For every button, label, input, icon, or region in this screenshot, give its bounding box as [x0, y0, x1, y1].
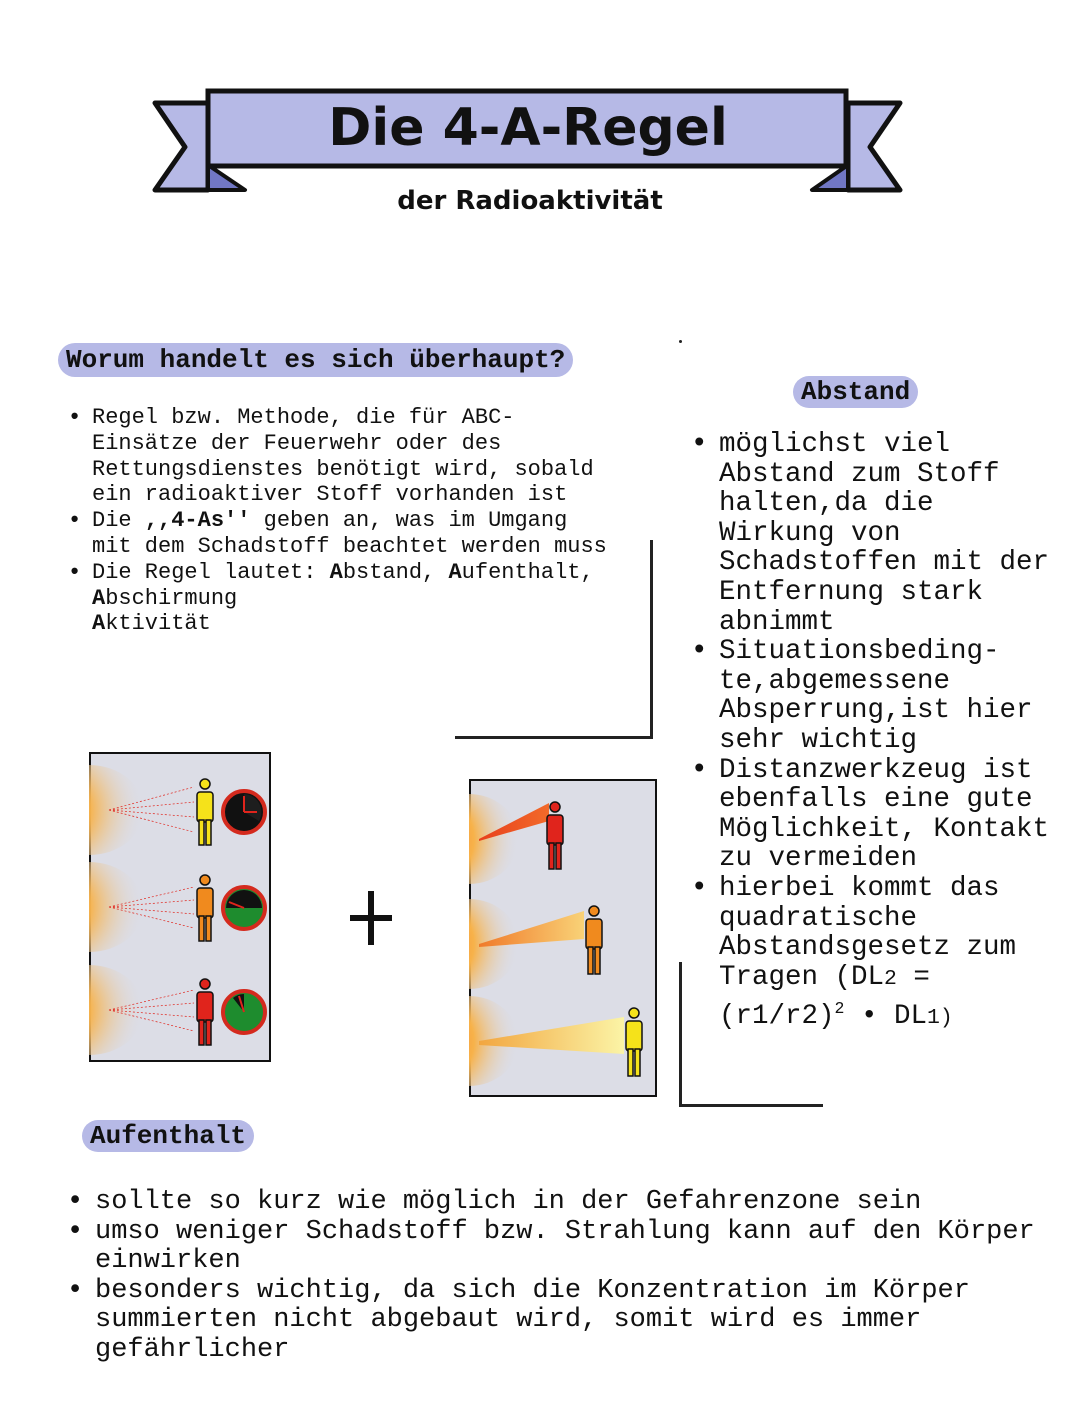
- illustration-distance-panel: [469, 779, 657, 1097]
- list-item: • umso weniger Schadstoff bzw. Strahlung kann auf den Körper einwirken: [95, 1218, 1065, 1277]
- list-item: • Distanzwerkzeug ist ebenfalls eine gute Möglichkeit, Kontakt zu vermeiden: [719, 756, 1059, 874]
- list-item: • besonders wichtig, da sich die Konzentration im Körper summierten nicht abgebaut wird, somit wird es immer gefährlicher: [95, 1277, 1065, 1366]
- list-item: • Die ,,4-As'' geben an, was im Umgang mit dem Schadstoff beachtet werden muss: [92, 508, 612, 560]
- heading-abstand: Abstand: [793, 376, 918, 408]
- list-item: • sollte so kurz wie möglich in der Gefahrenzone sein: [95, 1188, 1065, 1218]
- aufenthalt-list: [95, 1188, 1065, 1366]
- stray-dot: [679, 340, 682, 343]
- heading-worum: Worum handelt es sich überhaupt?: [58, 343, 573, 377]
- page-title: Die 4-A-Regel: [328, 98, 728, 158]
- list-item: • hierbei kommt das quadratische Abstandsgesetz zum Tragen ($DL2 = (r1/r2)^2$ • DL1): [719, 874, 1059, 1034]
- list-item: • Regel bzw. Methode, die für ABC-Einsätze der Feuerwehr oder des Rettungsdienstes benötigt wird, sobald ein radioaktiver Stoff vorhanden ist: [92, 405, 612, 508]
- divider-horizontal-2: [679, 1104, 823, 1107]
- divider-horizontal-1: [455, 736, 653, 739]
- list-item: • Situationsbeding-te,abgemessene Absperrung,ist hier sehr wichtig: [719, 637, 1059, 755]
- heading-aufenthalt: Aufenthalt: [82, 1120, 254, 1152]
- list-item: • möglichst viel Abstand zum Stoff halten,da die Wirkung von Schadstoffen mit der Entfernung stark abnimmt: [719, 430, 1059, 637]
- plus-icon: [348, 885, 394, 951]
- abstand-list: [719, 430, 1059, 1034]
- divider-vertical-2: [679, 962, 682, 1106]
- list-item: • Die Regel lautet: Abstand, Aufenthalt, Abschirmung Aktivität: [92, 560, 612, 637]
- illustration-time-panel: [89, 752, 271, 1062]
- divider-vertical-1: [650, 540, 653, 738]
- page-subtitle: der Radioaktivität: [397, 186, 663, 216]
- worum-list: [92, 405, 612, 637]
